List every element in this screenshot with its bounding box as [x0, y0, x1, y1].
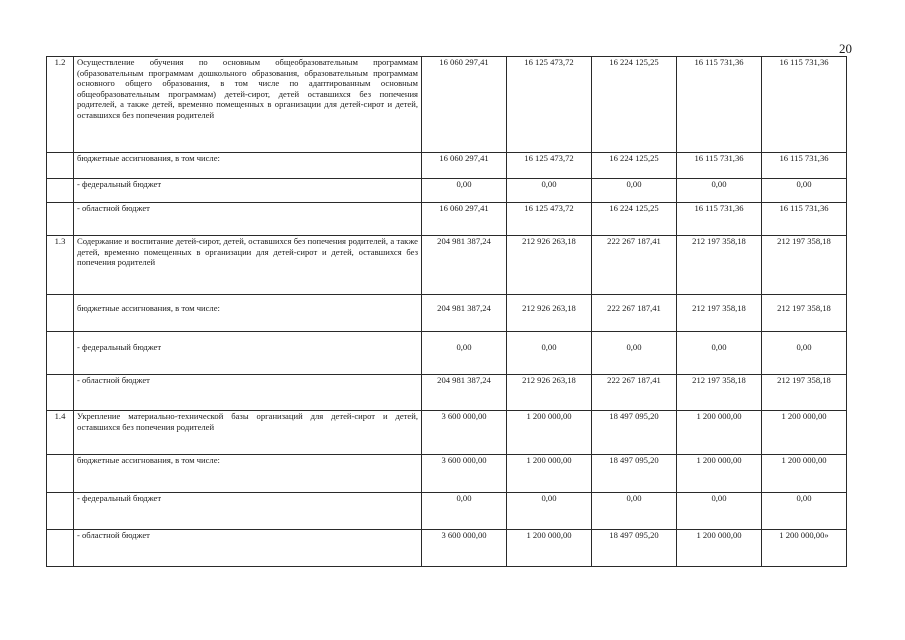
value-cell: 18 497 095,20: [592, 411, 677, 455]
empty-cell: [47, 493, 74, 530]
value-cell: 16 125 473,72: [507, 153, 592, 179]
value-cell: 0,00: [507, 179, 592, 203]
value-cell: 16 115 731,36: [677, 203, 762, 236]
value-cell: 204 981 387,24: [422, 236, 507, 295]
value-cell: 3 600 000,00: [422, 455, 507, 493]
value-cell: 18 497 095,20: [592, 455, 677, 493]
value-cell: 1 200 000,00: [677, 411, 762, 455]
row-label: - федеральный бюджет: [74, 332, 422, 375]
value-cell: 16 060 297,41: [422, 153, 507, 179]
value-cell: 0,00: [762, 332, 847, 375]
table-row: [47, 375, 847, 411]
value-cell: 212 197 358,18: [762, 375, 847, 411]
row-label: - областной бюджет: [74, 530, 422, 567]
value-cell: 16 115 731,36: [677, 153, 762, 179]
value-cell: 0,00: [507, 493, 592, 530]
empty-cell: [47, 179, 74, 203]
empty-cell: [47, 375, 74, 411]
value-cell: 1 200 000,00: [762, 455, 847, 493]
table-row: [47, 493, 847, 530]
value-cell: 212 926 263,18: [507, 295, 592, 332]
value-cell: 1 200 000,00: [507, 530, 592, 567]
empty-cell: [47, 295, 74, 332]
value-cell: 212 197 358,18: [677, 295, 762, 332]
value-cell: 16 125 473,72: [507, 203, 592, 236]
value-cell: 212 197 358,18: [762, 295, 847, 332]
value-cell: 0,00: [507, 332, 592, 375]
row-label: бюджетные ассигнования, в том числе:: [74, 455, 422, 493]
value-cell: 3 600 000,00: [422, 530, 507, 567]
section-number: 1.4: [47, 411, 74, 455]
value-cell: 0,00: [422, 493, 507, 530]
row-label: - областной бюджет: [74, 203, 422, 236]
value-cell: 212 197 358,18: [677, 236, 762, 295]
row-label: бюджетные ассигнования, в том числе:: [74, 153, 422, 179]
value-cell: 222 267 187,41: [592, 236, 677, 295]
value-cell: 0,00: [592, 332, 677, 375]
table-row: [47, 332, 847, 375]
value-cell: 16 115 731,36: [762, 203, 847, 236]
table-row: [47, 295, 847, 332]
value-cell: 204 981 387,24: [422, 375, 507, 411]
value-cell: 16 060 297,41: [422, 57, 507, 153]
value-cell: 0,00: [677, 179, 762, 203]
row-label: - федеральный бюджет: [74, 179, 422, 203]
value-cell: 212 926 263,18: [507, 375, 592, 411]
table-row: [47, 153, 847, 179]
empty-cell: [47, 203, 74, 236]
value-cell: 3 600 000,00: [422, 411, 507, 455]
value-cell: 222 267 187,41: [592, 295, 677, 332]
section-number: 1.3: [47, 236, 74, 295]
value-cell: 0,00: [677, 493, 762, 530]
value-cell: 0,00: [762, 179, 847, 203]
row-label: - областной бюджет: [74, 375, 422, 411]
value-cell: 16 115 731,36: [677, 57, 762, 153]
value-cell: 212 197 358,18: [677, 375, 762, 411]
table-row: [47, 179, 847, 203]
value-cell: 1 200 000,00: [677, 530, 762, 567]
value-cell: 0,00: [592, 493, 677, 530]
value-cell: 16 224 125,25: [592, 153, 677, 179]
value-cell: 0,00: [422, 332, 507, 375]
empty-cell: [47, 530, 74, 567]
value-cell: 204 981 387,24: [422, 295, 507, 332]
value-cell: 1 200 000,00: [507, 455, 592, 493]
row-label: бюджетные ассигнования, в том числе:: [74, 295, 422, 332]
empty-cell: [47, 332, 74, 375]
value-cell: 0,00: [762, 493, 847, 530]
budget-table: [46, 56, 847, 567]
section-row: [47, 411, 847, 455]
page-number: 20: [839, 41, 852, 56]
section-number: 1.2: [47, 57, 74, 153]
value-cell: 1 200 000,00»: [762, 530, 847, 567]
value-cell: 18 497 095,20: [592, 530, 677, 567]
value-cell: 16 115 731,36: [762, 153, 847, 179]
value-cell: 16 224 125,25: [592, 203, 677, 236]
value-cell: 16 115 731,36: [762, 57, 847, 153]
section-row: [47, 57, 847, 153]
section-title: Укрепление материально-технической базы организаций для детей-сирот и детей, оставшихся без попечения родителей: [74, 411, 422, 455]
empty-cell: [47, 153, 74, 179]
value-cell: 1 200 000,00: [507, 411, 592, 455]
value-cell: 16 125 473,72: [507, 57, 592, 153]
value-cell: 16 060 297,41: [422, 203, 507, 236]
empty-cell: [47, 455, 74, 493]
value-cell: 0,00: [677, 332, 762, 375]
table-row: [47, 203, 847, 236]
table-row: [47, 455, 847, 493]
section-title: Осуществление обучения по основным общеобразовательным программам (образовательным программам дошкольного образования, образовательным программам основного общего образования, в том числе по адаптированным основным общеобразовательным программам) детей-сирот, детей оставшихся без попечения родителей, а также детей, временно помещенных в организации для детей-сирот и детей, оставшихся без попечения родителей: [74, 57, 422, 153]
table-row: [47, 530, 847, 567]
value-cell: 212 926 263,18: [507, 236, 592, 295]
value-cell: 0,00: [592, 179, 677, 203]
value-cell: 16 224 125,25: [592, 57, 677, 153]
value-cell: 222 267 187,41: [592, 375, 677, 411]
value-cell: 0,00: [422, 179, 507, 203]
row-label: - федеральный бюджет: [74, 493, 422, 530]
value-cell: 1 200 000,00: [762, 411, 847, 455]
value-cell: 212 197 358,18: [762, 236, 847, 295]
section-title: Содержание и воспитание детей-сирот, детей, оставшихся без попечения родителей, а также детей, временно помещенных в организации для детей-сирот и детей, оставшихся без попечения родителей: [74, 236, 422, 295]
section-row: [47, 236, 847, 295]
value-cell: 1 200 000,00: [677, 455, 762, 493]
